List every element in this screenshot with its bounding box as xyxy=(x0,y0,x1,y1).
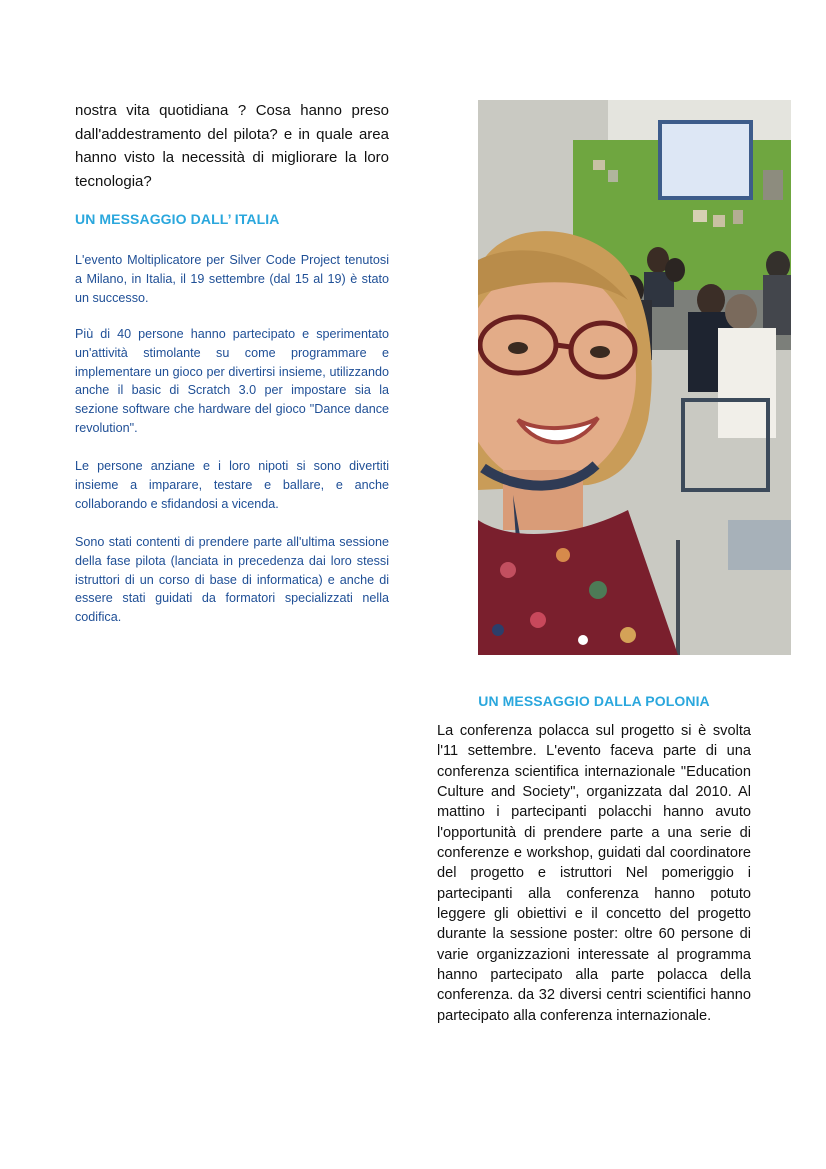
italy-heading: UN MESSAGGIO DALL’ ITALIA xyxy=(75,211,280,227)
event-selfie-photo xyxy=(478,100,791,655)
italy-paragraph-3: Le persone anziane e i loro nipoti si sono divertiti insieme a imparare, testare e ballare, e anche collaborando e sfidandosi a vicenda. xyxy=(75,459,389,511)
italy-paragraph-4: Sono stati contenti di prendere parte all'ultima sessione della fase pilota (lanciata in precedenza dai loro stessi istruttori di un corso di base di informatica) e anche di essere stati guidati da formatori specializzati nella codifica. xyxy=(75,535,389,625)
intro-paragraph: nostra vita quotidiana ? Cosa hanno preso dall'addestramento del pilota? e in quale area hanno visto la necessità di migliorare la loro tecnologia? xyxy=(75,102,389,190)
italy-paragraph-1: L'evento Moltiplicatore per Silver Code Project tenutosi a Milano, in Italia, il 19 settembre (dal 15 al 19) è stato un successo. xyxy=(75,253,389,305)
poland-heading: UN MESSAGGIO DALLA POLONIA xyxy=(478,693,710,709)
poland-paragraph: La conferenza polacca sul progetto si è svolta l'11 settembre. L'evento faceva parte di una conferenza scientifica internazionale "Education Culture and Society", organizzata dal 2010. Al mattino i partecipanti polacchi hanno avuto l'opportunità di prendere parte a una serie di conferenze e workshop, guidati dal coordinatore del progetto e istruttori Nel pomeriggio i partecipanti alla conferenza hanno potuto leggere gli obiettivi e il concetto del progetto durante la sessione poster: oltre 60 persone di varie organizzazioni interessate al programma hanno partecipato alla parte polacca della conferenza. da 32 diversi centri scientifici hanno partecipato alla conferenza internazionale. xyxy=(437,723,751,1024)
italy-paragraph-2: Più di 40 persone hanno partecipato e sperimentato un'attività stimolante su come programmare e implementare un gioco per divertirsi insieme, utilizzando anche il basic di Scratch 3.0 per impostare sia la sezione software che hardware del gioco "Dance dance revolution". xyxy=(75,327,389,435)
